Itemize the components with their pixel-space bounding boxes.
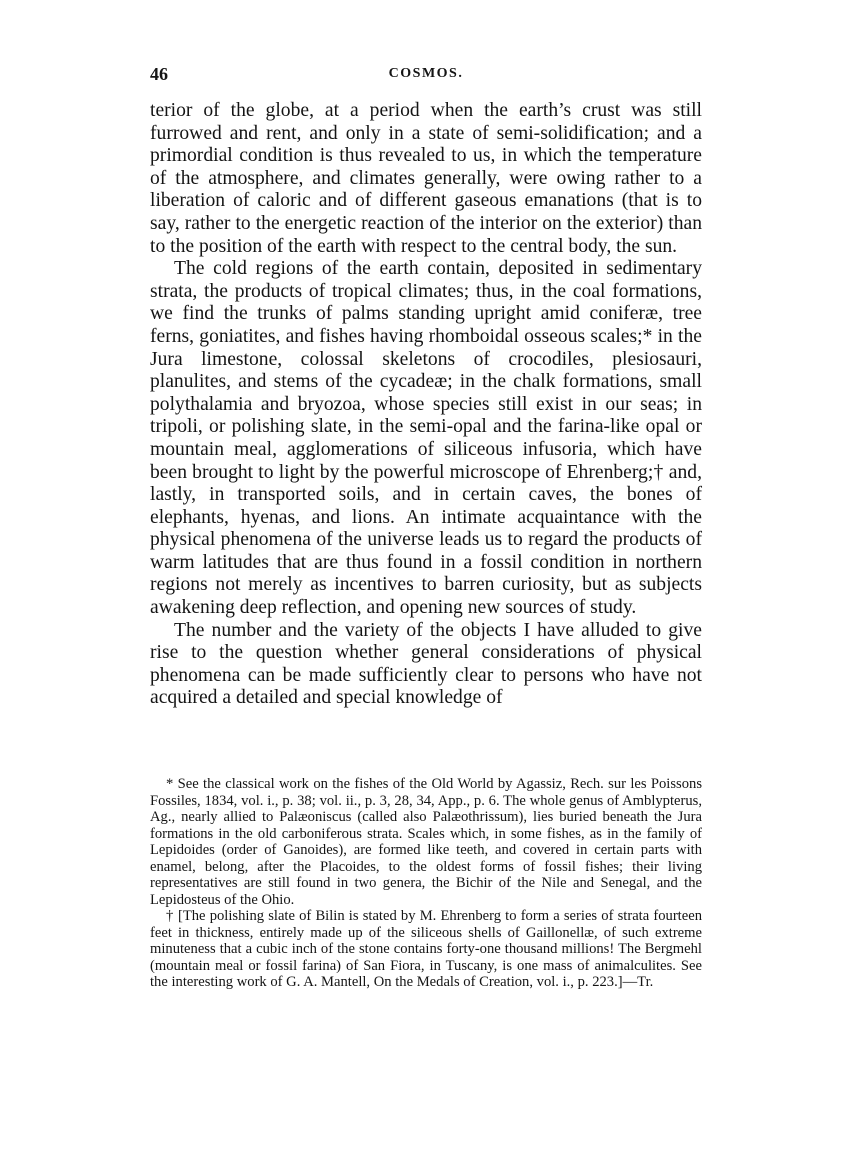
footnote-ehrenberg: † [The polishing slate of Bilin is stated by M. Ehrenberg to form a series of strata fourteen feet in thickness, entirely made up of the siliceous shells of Gaillonellæ, of such extreme minuteness that a cubic inch of the stone contains forty-one thousand millions! The Bergmehl (mountain meal or fossil farina) of San Fiora, in Tuscany, is one mass of animalculites. See the interesting work of G. A. Mantell, On the Medals of Creation, vol. i., p. 223.]—Tr. (150, 908, 702, 990)
body-text (150, 100, 702, 710)
page-number: 46 (150, 64, 168, 84)
page-header (150, 64, 702, 86)
paragraph-continued: terior of the globe, at a period when the earth’s crust was still furrowed and rent, and only in a state of semi-solidification; and a primordial condition is thus revealed to us, in which the temperature of the atmosphere, and climates generally, were owing rather to a liberation of caloric and of different gaseous emanations (that is to say, rather to the energetic reaction of the interior on the exterior) than to the position of the earth with respect to the central body, the sun. (150, 100, 702, 257)
footnotes (150, 776, 702, 991)
running-title: COSMOS. (388, 66, 464, 81)
paragraph-fossil-regions: The cold regions of the earth contain, deposited in sedimentary strata, the products of tropical climates; thus, in the coal formations, we find the trunks of palms standing upright amid coniferæ, tree ferns, goniatites, and fishes having rhomboidal osseous scales;* in the Jura limestone, colossal skeletons of crocodiles, plesiosauri, planulites, and stems of the cycadeæ; in the chalk formations, small polythalamia and bryozoa, whose species still exist in our seas; in tripoli, or polishing slate, in the semi-opal and the farina-like opal or mountain meal, agglomerations of siliceous infusoria, which have been brought to light by the powerful microscope of Ehrenberg;† and, lastly, in transported soils, and in certain caves, the bones of elephants, hyenas, and lions. An intimate acquaintance with the physical phenomena of the universe leads us to regard the products of warm latitudes that are thus found in a fossil condition in northern regions not merely as incentives to barren curiosity, but as subjects awakening deep reflection, and opening new sources of study. (150, 258, 702, 619)
footnote-agassiz: * See the classical work on the fishes of the Old World by Agassiz, Rech. sur les Poissons Fossiles, 1834, vol. i., p. 38; vol. ii., p. 3, 28, 34, App., p. 6. The whole genus of Amblypterus, Ag., nearly allied to Palæoniscus (called also Palæothrissum), lies buried beneath the Jura formations in the old carboniferous strata. Scales which, in some fishes, as in the family of Lepidoides (order of Ganoides), are formed like teeth, and covered in certain parts with enamel, belong, after the Placoides, to the oldest forms of fossil fishes; their living representatives are still found in two genera, the Bichir of the Nile and Senegal, and the Lepidosteus of the Ohio. (150, 776, 702, 908)
paragraph-objects-question: The number and the variety of the objects I have alluded to give rise to the question whether general considerations of physical phenomena can be made sufficiently clear to persons who have not acquired a detailed and special knowledge of (150, 619, 702, 709)
